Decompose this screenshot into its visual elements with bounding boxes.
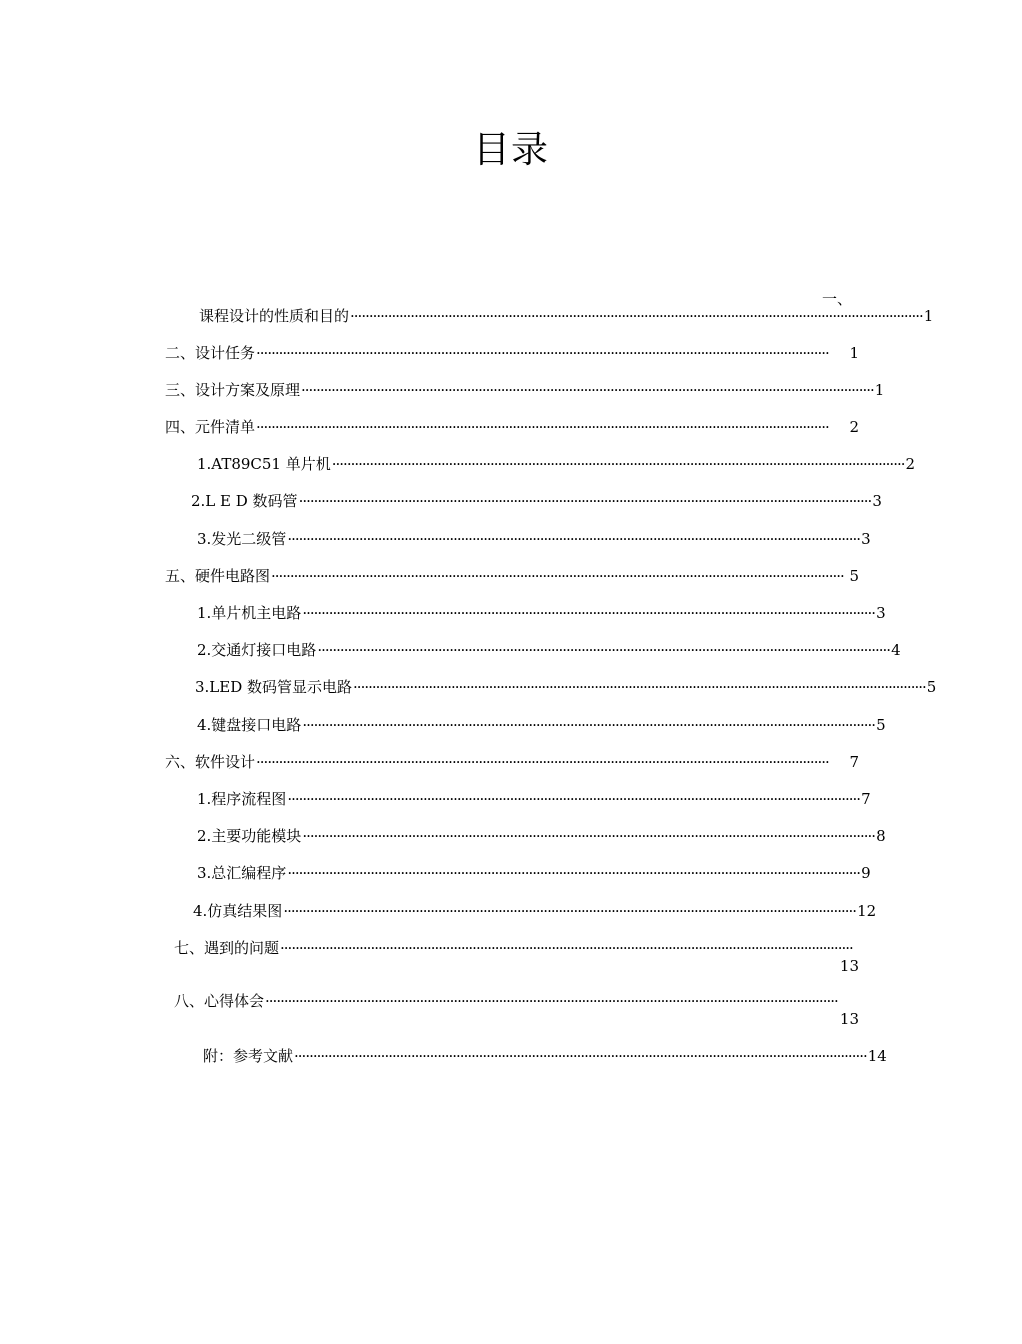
toc-leader: ························································································································································	[271, 567, 844, 585]
toc-entry-label: 四、元件清单	[165, 418, 256, 436]
toc-entry-prefix: 一、	[821, 290, 852, 308]
toc-entry-label: 4.仿真结果图	[193, 902, 283, 920]
toc-entry-page: 13	[839, 957, 859, 975]
toc-leader: ························································································································································	[350, 307, 923, 325]
toc-leader: ························································································································································	[331, 455, 905, 473]
toc-entry-label: 附：参考文献	[203, 1047, 294, 1065]
toc-entry-page: 5	[926, 678, 937, 696]
toc-entry-page: 7	[861, 790, 871, 808]
toc-entry-page: 7	[849, 753, 859, 771]
toc-entry-page: 2	[849, 418, 859, 436]
toc-entry-label: 2.主要功能模块	[197, 827, 302, 845]
toc-entry-page: 3	[861, 530, 871, 548]
toc-entry[interactable]	[193, 900, 877, 922]
toc-entry-label: 课程设计的性质和目的	[199, 307, 350, 325]
toc-entry-label: 三、设计方案及原理	[165, 381, 301, 399]
toc-leader: ························································································································································	[294, 1047, 867, 1065]
toc-entry[interactable]	[197, 453, 916, 475]
toc-leader: ························································································································································	[317, 641, 891, 659]
toc-entry[interactable]	[203, 1045, 887, 1067]
toc-leader: ························································································································································	[353, 678, 926, 696]
toc-leader: ························································································································································	[287, 530, 861, 548]
toc-entry-label: 2.交通灯接口电路	[197, 641, 317, 659]
toc-entry[interactable]	[197, 862, 871, 884]
toc-entry-label: 3.LED 数码管显示电路	[195, 678, 353, 696]
toc-leader: ························································································································································	[302, 827, 876, 845]
toc-entry-label: 4.键盘接口电路	[197, 716, 302, 734]
toc-entry-label: 3.发光二级管	[197, 530, 287, 548]
toc-entry[interactable]	[174, 990, 859, 1012]
toc-leader: ························································································································································	[280, 939, 853, 957]
toc-leader: ························································································································································	[256, 344, 829, 362]
toc-entry-label: 六、软件设计	[165, 753, 256, 771]
toc-entry[interactable]	[165, 416, 859, 438]
toc-entry-page: 13	[839, 1010, 859, 1028]
toc-entry[interactable]	[197, 788, 871, 810]
toc-entry-page: 2	[905, 455, 916, 473]
toc-leader: ························································································································································	[287, 864, 861, 882]
toc-leader: ························································································································································	[256, 753, 829, 771]
toc-entry-label: 1.单片机主电路	[197, 604, 302, 622]
toc-entry[interactable]	[197, 714, 886, 736]
toc-entry-label: 五、硬件电路图	[165, 567, 271, 585]
toc-entry[interactable]	[165, 565, 859, 587]
toc-entry[interactable]	[199, 305, 934, 327]
toc-leader: ························································································································································	[302, 604, 876, 622]
toc-entry-page: 1	[923, 307, 934, 325]
toc-entry-page: 14	[867, 1047, 887, 1065]
toc-entry-label: 2.L E D 数码管	[191, 492, 298, 510]
toc-entry-label: 八、心得体会	[174, 992, 265, 1010]
toc-entry[interactable]	[165, 751, 859, 773]
toc-entry-label: 七、遇到的问题	[174, 939, 280, 957]
page-title: 目录	[473, 128, 549, 171]
toc-entry-page: 1	[874, 381, 885, 399]
toc-entry-page: 3	[876, 604, 886, 622]
toc-leader: ························································································································································	[302, 716, 876, 734]
toc-entry-label: 1.程序流程图	[197, 790, 287, 808]
toc-entry[interactable]	[197, 639, 901, 661]
toc-entry-page: 4	[891, 641, 901, 659]
toc-entry-page: 3	[872, 492, 882, 510]
toc-leader: ························································································································································	[301, 381, 874, 399]
toc-leader: ························································································································································	[298, 492, 872, 510]
toc-entry-label: 3.总汇编程序	[197, 864, 287, 882]
toc-entry-page: 5	[849, 567, 859, 585]
toc-leader: ························································································································································	[265, 992, 838, 1010]
toc-leader: ························································································································································	[283, 902, 857, 920]
toc-entry-label: 1.AT89C51 单片机	[197, 455, 331, 473]
toc-entry[interactable]	[195, 676, 937, 698]
toc-entry-page: 1	[849, 344, 859, 362]
toc-entry-page: 5	[876, 716, 886, 734]
toc-entry[interactable]	[165, 379, 885, 401]
toc-entry[interactable]	[197, 825, 886, 847]
toc-entry[interactable]	[197, 602, 886, 624]
toc-leader: ························································································································································	[256, 418, 829, 436]
toc-entry[interactable]	[174, 937, 859, 959]
toc-entry-page: 12	[857, 902, 877, 920]
toc-entry[interactable]	[191, 490, 882, 512]
toc-entry-label: 二、设计任务	[165, 344, 256, 362]
toc-entry-page: 8	[876, 827, 886, 845]
toc-entry[interactable]	[197, 528, 871, 550]
toc-entry[interactable]	[165, 342, 859, 364]
toc-leader: ························································································································································	[287, 790, 861, 808]
toc-entry-page: 9	[861, 864, 871, 882]
